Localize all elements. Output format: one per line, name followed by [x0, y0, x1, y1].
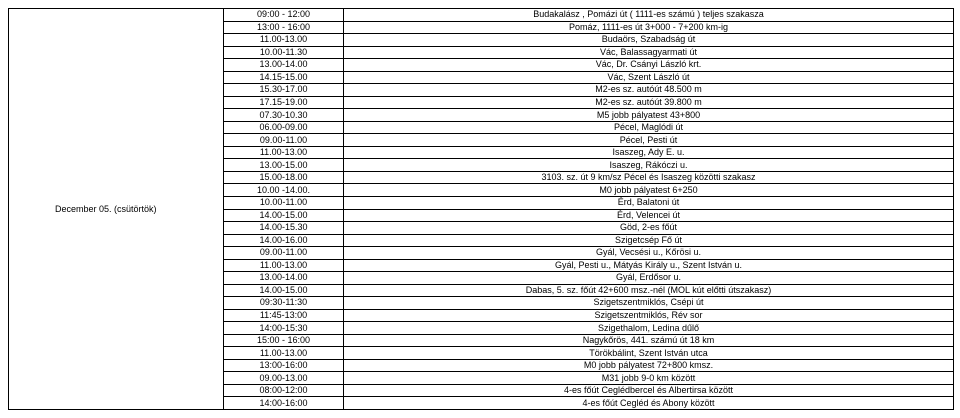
location-cell: Nagykőrös, 441. számú út 18 km	[344, 334, 954, 347]
location-cell: 4-es főút Ceglédbercel és Albertirsa között	[344, 384, 954, 397]
location-cell: M0 jobb pályatest 6+250	[344, 184, 954, 197]
time-cell: 14.00-16.00	[224, 234, 344, 247]
location-cell: Pomáz, 1111-es út 3+000 - 7+200 km-ig	[344, 21, 954, 34]
location-cell: Gyál, Pesti u., Mátyás Király u., Szent István u.	[344, 259, 954, 272]
time-cell: 07.30-10.30	[224, 109, 344, 122]
time-cell: 09.00-11.00	[224, 247, 344, 260]
schedule-table	[8, 8, 954, 410]
location-cell: M0 jobb pályatest 72+800 kmsz.	[344, 359, 954, 372]
location-cell: Vác, Szent László út	[344, 71, 954, 84]
location-cell: Érd, Velencei út	[344, 209, 954, 222]
location-cell: Szigethalom, Ledina dűlő	[344, 322, 954, 335]
location-cell: Budakalász , Pomázi út ( 1111-es számú ) teljes szakasza	[344, 9, 954, 22]
location-cell: Vác, Balassagyarmati út	[344, 46, 954, 59]
time-cell: 13:00 - 16:00	[224, 21, 344, 34]
location-cell: Pécel, Maglódi út	[344, 121, 954, 134]
location-cell: Isaszeg, Rákóczi u.	[344, 159, 954, 172]
time-cell: 13.00-14.00	[224, 272, 344, 285]
time-cell: 09.00-13.00	[224, 372, 344, 385]
location-cell: Gyál, Vecsési u., Kőrösi u.	[344, 247, 954, 260]
location-cell: Dabas, 5. sz. főút 42+600 msz.-nél (MOL kút előtti útszakasz)	[344, 284, 954, 297]
location-cell: Érd, Balatoni út	[344, 196, 954, 209]
schedule-body	[9, 9, 954, 410]
time-cell: 14.00-15.30	[224, 222, 344, 235]
time-cell: 09:00 - 12:00	[224, 9, 344, 22]
time-cell: 11:45-13:00	[224, 309, 344, 322]
date-cell: December 05. (csütörtök)	[9, 9, 224, 410]
time-cell: 14.15-15.00	[224, 71, 344, 84]
time-cell: 14:00-16:00	[224, 397, 344, 410]
time-cell: 15.30-17.00	[224, 84, 344, 97]
time-cell: 13.00-14.00	[224, 59, 344, 72]
time-cell: 10.00-11.00	[224, 196, 344, 209]
time-cell: 13.00-15.00	[224, 159, 344, 172]
location-cell: M5 jobb pályatest 43+800	[344, 109, 954, 122]
time-cell: 08:00-12:00	[224, 384, 344, 397]
time-cell: 14.00-15.00	[224, 284, 344, 297]
location-cell: Vác, Dr. Csányi László krt.	[344, 59, 954, 72]
time-cell: 15:00 - 16:00	[224, 334, 344, 347]
table-row	[9, 9, 954, 22]
location-cell: Törökbálint, Szent István utca	[344, 347, 954, 360]
time-cell: 09.00-11.00	[224, 134, 344, 147]
time-cell: 11.00-13.00	[224, 347, 344, 360]
location-cell: Göd, 2-es főút	[344, 222, 954, 235]
time-cell: 09:30-11:30	[224, 297, 344, 310]
time-cell: 11.00-13.00	[224, 146, 344, 159]
location-cell: M31 jobb 9-0 km között	[344, 372, 954, 385]
location-cell: Szigetszentmiklós, Csépi út	[344, 297, 954, 310]
time-cell: 11.00-13.00	[224, 259, 344, 272]
time-cell: 10.00-11.30	[224, 46, 344, 59]
time-cell: 13:00-16:00	[224, 359, 344, 372]
time-cell: 14:00-15:30	[224, 322, 344, 335]
location-cell: Isaszeg, Ady E. u.	[344, 146, 954, 159]
location-cell: Szigetcsép Fő út	[344, 234, 954, 247]
time-cell: 17.15-19.00	[224, 96, 344, 109]
time-cell: 10.00 -14.00.	[224, 184, 344, 197]
location-cell: M2-es sz. autóút 48.500 m	[344, 84, 954, 97]
location-cell: Pécel, Pesti út	[344, 134, 954, 147]
time-cell: 11.00-13.00	[224, 34, 344, 47]
time-cell: 06.00-09.00	[224, 121, 344, 134]
time-cell: 15.00-18.00	[224, 171, 344, 184]
location-cell: M2-es sz. autóút 39.800 m	[344, 96, 954, 109]
location-cell: 4-es főút Cegléd és Abony között	[344, 397, 954, 410]
location-cell: Gyál, Erdősor u.	[344, 272, 954, 285]
time-cell: 14.00-15.00	[224, 209, 344, 222]
location-cell: 3103. sz. út 9 km/sz Pécel és Isaszeg közötti szakasz	[344, 171, 954, 184]
location-cell: Szigetszentmiklós, Rév sor	[344, 309, 954, 322]
location-cell: Budaörs, Szabadság út	[344, 34, 954, 47]
